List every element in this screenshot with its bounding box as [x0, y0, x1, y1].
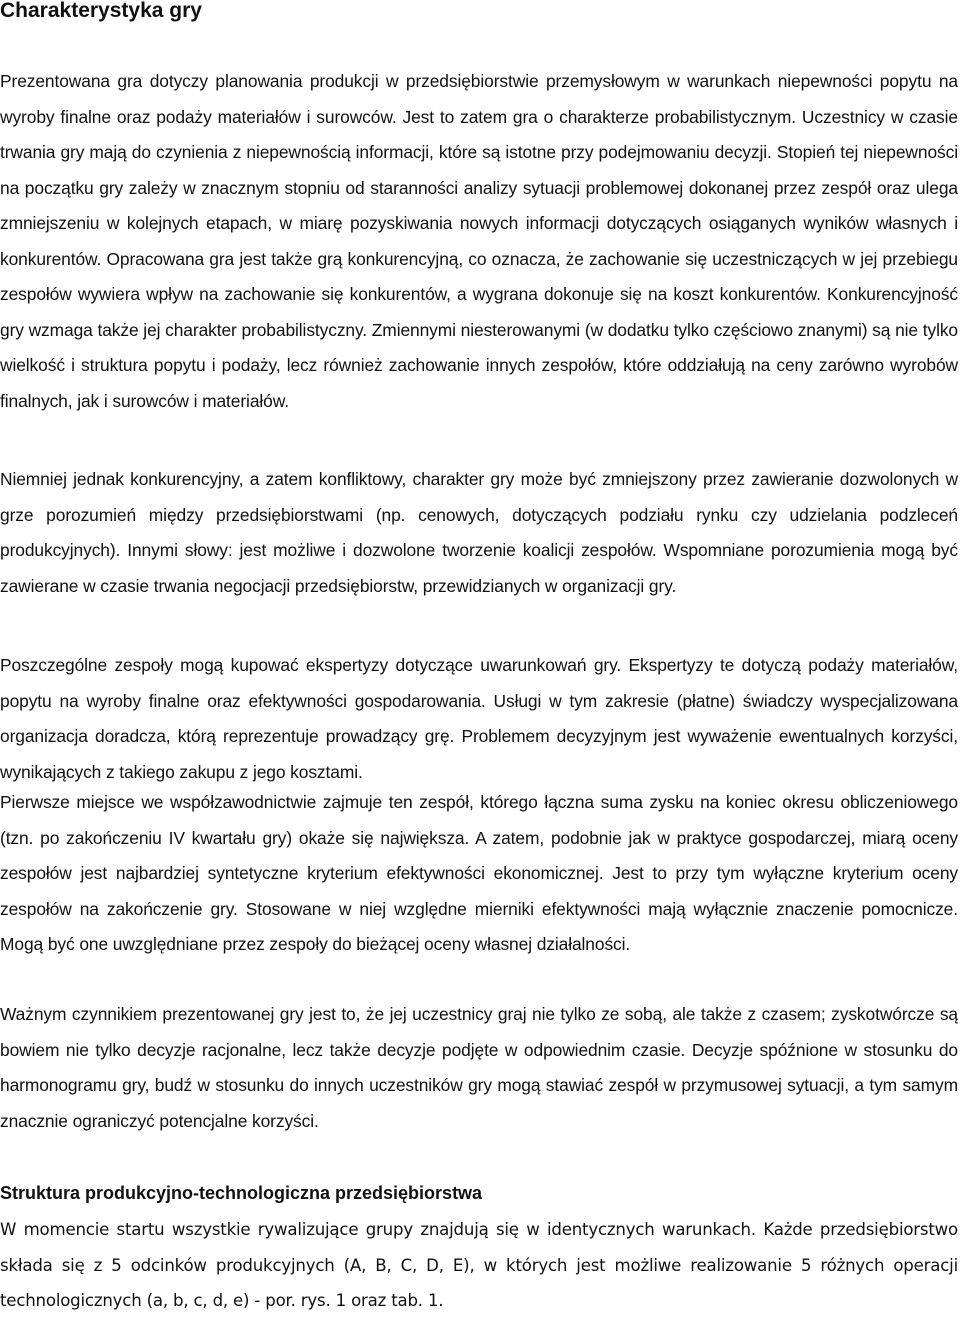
paragraph-ranking: Pierwsze miejsce we współzawodnictwie zajmuje ten zespół, którego łączna suma zysku na koniec okresu obliczeniowego (tzn. po zakończeniu IV kwartału gry) okaże się największa. A zatem, podobnie jak w praktyce gospodarczej, miarą oceny zespołów jest najbardziej syntetyczne kryterium efektywności ekonomicznej. Jest to przy tym wyłączne kryterium oceny zespołów na zakończenie gry. Stosowane w niej względne mierniki efektywności mają wyłącznie znaczenie pomocnicze. Mogą być one uwzględniane przez zespoły do bieżącej oceny własnej działalności. — [0, 792, 958, 954]
paragraph-expertise: Poszczególne zespoły mogą kupować ekspertyzy dotyczące uwarunkowań gry. Ekspertyzy te dotyczą podaży materiałów, popytu na wyroby finalne oraz efektywności gospodarowania. Usługi w tym zakresie (płatne) świadczy wyspecjalizowana organizacja doradcza, którą reprezentuje prowadzący grę. Problemem decyzyjnym jest wyważenie ewentualnych korzyści, wynikających z takiego zakupu z jego kosztami. — [0, 655, 958, 782]
paragraph-coalitions: Niemniej jednak konkurencyjny, a zatem konfliktowy, charakter gry może być zmniejszony przez zawieranie dozwolonych w grze porozumień między przedsiębiorstwami (np. cenowych, dotyczących podziału rynku czy udzielania podzleceń produkcyjnych). Innymi słowy: jest możliwe i dozwolone tworzenie koalicji zespołów. Wspomniane porozumienia mogą być zawierane w czasie trwania negocjacji przedsiębiorstw, przewidzianych w organizacji gry. — [0, 469, 958, 596]
section-title-charakterystyka: Charakterystyka gry — [0, 0, 202, 22]
paragraph-production-structure: W momencie startu wszystkie rywalizujące grupy znajdują się w identycznych warunkach. Każde przedsiębiorstwo składa się z 5 odcinków produkcyjnych (A, B, C, D, E), w których jest możliwe realizowanie 5 różnych operacji technologicznych (a, b, c, d, e) - por. rys. 1 oraz tab. 1. — [0, 1220, 958, 1310]
paragraph-time-factor: Ważnym czynnikiem prezentowanej gry jest to, że jej uczestnicy graj nie tylko ze sobą, ale także z czasem; zyskotwórcze są bowiem nie tylko decyzje racjonalne, lecz także decyzje podjęte w odpowiednim czasie. Decyzje spóźnione w stosunku do harmonogramu gry, budź w stosunku do innych uczestników gry mogą stawiać zespół w przymusowej sytuacji, a tym samym znacznie ograniczyć potencjalne korzyści. — [0, 1004, 958, 1131]
section-title-struktura: Struktura produkcyjno-technologiczna przedsiębiorstwa — [0, 1183, 483, 1203]
paragraph-game-characteristics: Prezentowana gra dotyczy planowania produkcji w przedsiębiorstwie przemysłowym w warunkach niepewności popytu na wyroby finalne oraz podaży materiałów i surowców. Jest to zatem gra o charakterze probabilistycznym. Uczestnicy w czasie trwania gry mają do czynienia z niepewnością informacji, które są istotne przy podejmowaniu decyzji. Stopień tej niepewności na początku gry zależy w znacznym stopniu od staranności analizy sytuacji problemowej dokonanej przez zespół oraz ulega zmniejszeniu w kolejnych etapach, w miarę pozyskiwania nowych informacji dotyczących osiąganych wyników własnych i konkurentów. Opracowana gra jest także grą konkurencyjną, co oznacza, że zachowanie się uczestniczących w jej przebiegu zespołów wywiera wpływ na zachowanie się konkurentów, a wygrana dokonuje się na koszt konkurentów. Konkurencyjność gry wzmaga także jej charakter probabilistyczny. Zmiennymi niesterowanymi (w dodatku tylko częściowo znanymi) są nie tylko wielkość i struktura popytu i podaży, lecz również zachowanie innych zespołów, które oddziałują na ceny zarówno wyrobów finalnych, jak i surowców i materiałów. — [0, 71, 958, 411]
